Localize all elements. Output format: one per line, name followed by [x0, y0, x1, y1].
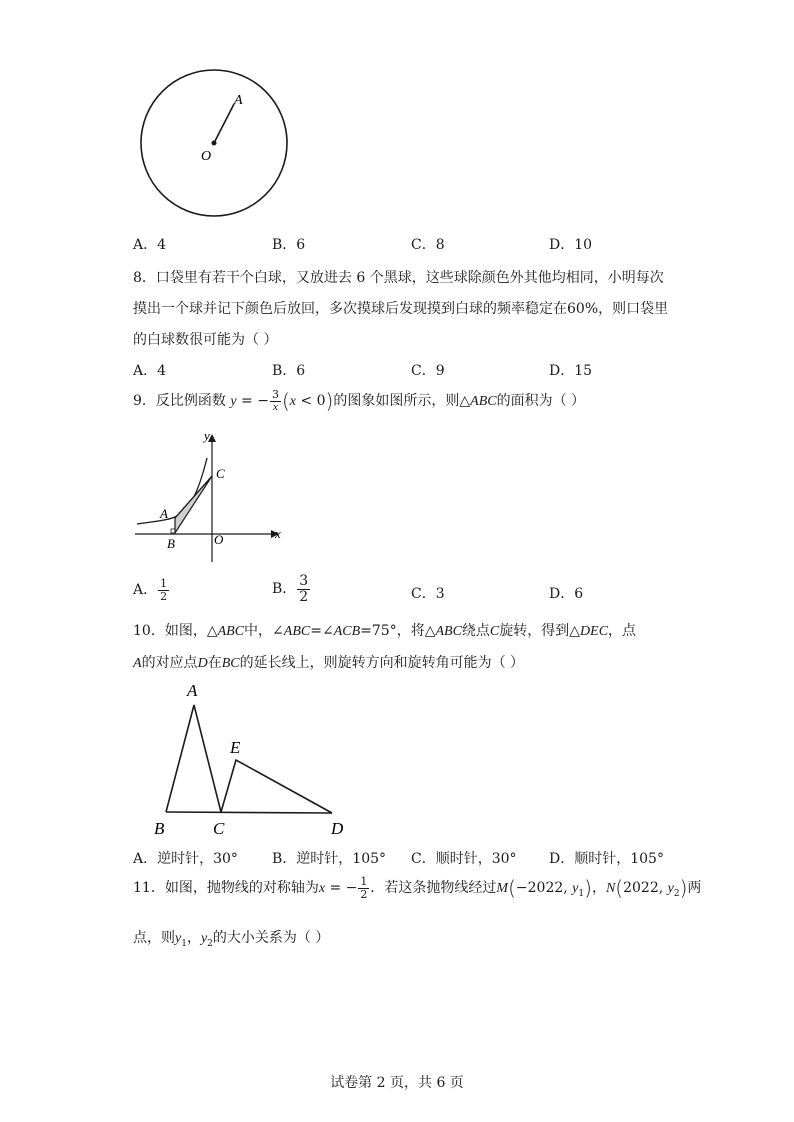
- circle-figure: [135, 66, 295, 226]
- segment-BD: [166, 812, 332, 813]
- q11-line-2: 点，则$y_1$，$y_2$的大小关系为（ ）: [133, 930, 330, 949]
- q9-option-a-frac: [158, 578, 169, 602]
- label-D: D: [331, 819, 344, 838]
- q9-suffix2: 的面积为（ ）: [496, 393, 586, 410]
- label-B: B: [154, 819, 165, 838]
- rotation-figure: [150, 678, 360, 838]
- q9-option-b-label: B．: [272, 581, 297, 598]
- label-O: O: [201, 149, 212, 164]
- q10-option-b: B．逆时针，105°: [272, 851, 387, 867]
- label-O: O: [214, 532, 224, 547]
- q9-option-a-label: A．: [133, 582, 158, 599]
- q8-line-2: 摸出一个球并记下颜色后放回，多次摸球后发现摸到白球的频率稳定在60%，则口袋里: [133, 301, 669, 317]
- label-B: B: [167, 536, 175, 551]
- hyperbola-curve: [137, 458, 207, 524]
- q9-option-a: [133, 578, 170, 602]
- label-E: E: [230, 738, 241, 757]
- q9-option-c: C．3: [411, 586, 445, 602]
- q9-cond: < 0: [296, 393, 326, 410]
- q7-option-d: D．10: [549, 237, 593, 253]
- hyperbola-figure: [133, 426, 293, 566]
- q10-option-d: D．顺时针，105°: [549, 851, 664, 867]
- q9-suffix: 的图象如图所示，则△: [333, 393, 471, 410]
- q9-eq: = −: [236, 393, 269, 410]
- q9-option-a-num: 1: [160, 577, 168, 590]
- q9-frac-den: x: [273, 400, 278, 413]
- q9-option-b-den: 2: [299, 588, 309, 605]
- q8-option-c: C．9: [411, 363, 445, 379]
- q9-prefix: 9．反比例函数: [133, 393, 226, 410]
- q10-line-1: 10．如图，△ABC中，∠ABC=∠ACB=75°，将△ABC绕点C旋转，得到△DEC，点: [133, 623, 637, 639]
- q9-stem: 9．反比例函数 y = − $\frac{3}{x}$ (x < 0)的图象如图所示，则△ABC的面积为（ ）: [133, 388, 586, 414]
- q7-option-a: A．4: [133, 237, 167, 253]
- label-A: A: [160, 506, 168, 521]
- q8-option-a: A．4: [133, 363, 167, 379]
- page-footer: 试卷第 2 页，共 6 页: [330, 1075, 464, 1091]
- triangle-ABC: [175, 476, 212, 533]
- label-A: A: [234, 93, 243, 108]
- q9-frac-num: 3: [271, 388, 279, 401]
- label-A: A: [187, 681, 198, 700]
- label-C: C: [213, 819, 225, 838]
- q9-option-b: [272, 574, 311, 604]
- q9-option-b-frac: [297, 574, 310, 604]
- triangle-DEC: [221, 760, 332, 813]
- triangle-ABC: [166, 705, 221, 812]
- q7-option-c: C．8: [411, 237, 445, 253]
- q7-option-b: B．6: [272, 237, 306, 253]
- q8-option-d: D．15: [549, 363, 593, 379]
- center-point: [212, 141, 217, 146]
- q11-line-1: 11．如图，抛物线的对称轴为x = − $\frac{1}{2}$ ．若这条抛物线经过M(−2022, $y_1$)，N(2022, $y_2$)两: [133, 875, 702, 901]
- radius-OA: [214, 104, 234, 143]
- q9-y: y: [230, 394, 237, 410]
- q9-fraction: [270, 389, 281, 413]
- right-angle-mark: [171, 529, 175, 533]
- q9-option-b-num: 3: [299, 573, 309, 589]
- q8-option-b: B．6: [272, 363, 306, 379]
- label-y: y: [204, 428, 210, 443]
- segment-AC: [175, 476, 212, 518]
- q9-cond-x: x: [289, 394, 296, 410]
- q8-line-1: 8．口袋里有若干个白球，又放进去 6 个黑球，这些球除颜色外其他均相同，小明每次: [133, 270, 664, 286]
- q10-line-2: A的对应点D在BC的延长线上，则旋转方向和旋转角可能为（ ）: [133, 655, 525, 671]
- label-x: x: [275, 526, 281, 541]
- q10-option-c: C．顺时针，30°: [411, 851, 517, 867]
- q8-line-3: 的白球数很可能为（ ）: [133, 332, 278, 348]
- q9-option-a-den: 2: [160, 589, 168, 603]
- label-C: C: [216, 466, 225, 481]
- q9-tri: ABC: [470, 394, 497, 410]
- q9-option-d: D．6: [549, 586, 584, 602]
- q10-option-a: A．逆时针，30°: [133, 851, 238, 867]
